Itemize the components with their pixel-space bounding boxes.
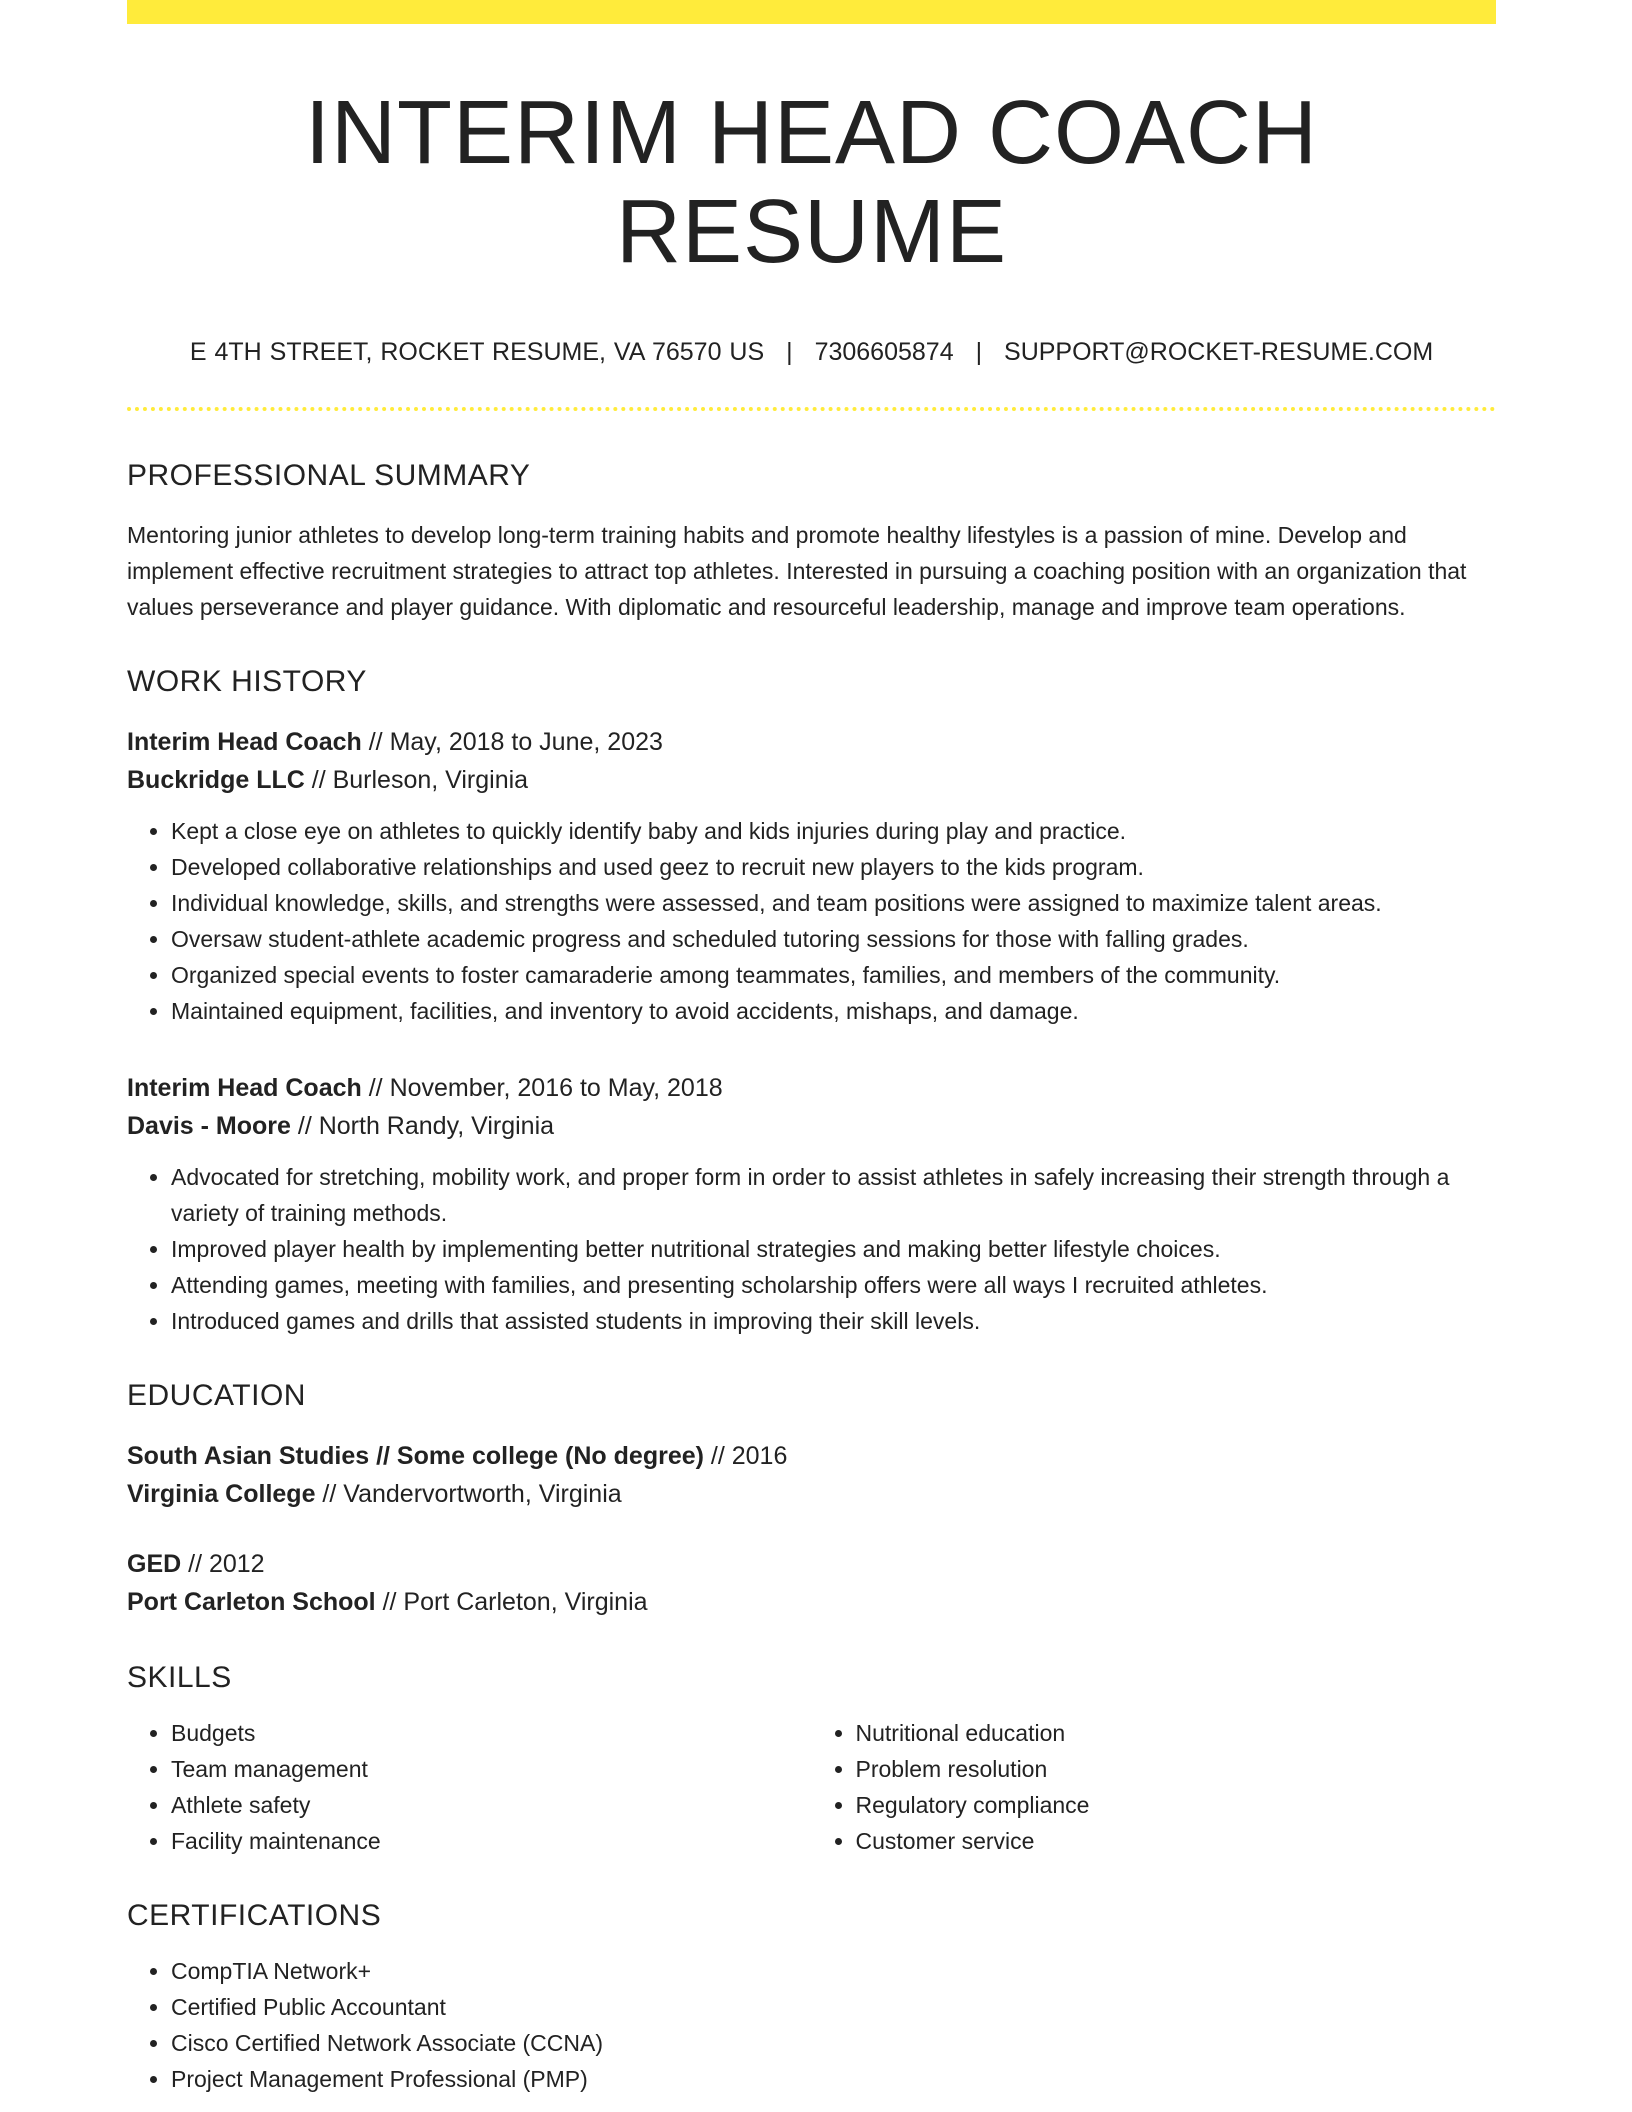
company-line	[127, 761, 1496, 799]
company-line	[127, 1107, 1496, 1145]
certifications-section	[127, 1899, 1496, 2097]
company-location: // Burleson, Virginia	[304, 766, 529, 794]
accent-bar	[127, 0, 1496, 24]
degree-name: South Asian Studies // Some college (No degree)	[127, 1442, 704, 1470]
page-title: INTERIM HEAD COACH RESUME	[304, 83, 1319, 282]
contact-address: E 4TH STREET, ROCKET RESUME, VA 76570 US	[189, 338, 765, 366]
contact-email: SUPPORT@ROCKET-RESUME.COM	[1004, 338, 1434, 366]
job-dates: // May, 2018 to June, 2023	[361, 728, 663, 756]
job-bullet: • Improved player health by implementing better nutritional strategies and making better lifestyle choices.	[171, 1231, 1496, 1267]
job-title: Interim Head Coach	[127, 1074, 362, 1102]
job-bullets	[127, 1159, 1496, 1339]
skill-item: • Athlete safety	[171, 1787, 812, 1823]
education-entry	[127, 1437, 1496, 1513]
job-title-line	[127, 1069, 1496, 1107]
summary-text: Mentoring junior athletes to develop long-term training habits and promote healthy lifestyles is a passion of mine. Develop and implement effective recruitment strategies to attract top athletes. Interested in pursuing a coaching position with an organization that values perseverance and player guidance. With diplomatic and resourceful leadership, manage and improve team operations.	[127, 522, 1467, 620]
degree-year: // 2016	[703, 1442, 788, 1470]
degree-name: GED	[127, 1550, 182, 1578]
school-line	[127, 1583, 1496, 1621]
dotted-divider	[127, 407, 1496, 411]
job-bullet: • Attending games, meeting with families, and presenting scholarship offers were all ways I recruited athletes.	[171, 1267, 1496, 1303]
skills-section	[127, 1661, 1496, 1859]
school-name: Virginia College	[127, 1480, 316, 1508]
education-entry	[127, 1545, 1496, 1621]
company-name: Davis - Moore	[127, 1112, 291, 1140]
contact-separator: |	[975, 338, 983, 366]
certification-item: • Cisco Certified Network Associate (CCNA)	[171, 2025, 1496, 2061]
job-bullets	[127, 813, 1496, 1029]
summary-section	[127, 459, 1496, 625]
resume-page	[127, 0, 1496, 2097]
degree-line	[127, 1437, 1496, 1475]
skills-list-left	[127, 1715, 812, 1859]
job-title-line	[127, 723, 1496, 761]
certifications-list	[127, 1953, 1496, 2097]
skill-item: • Nutritional education	[856, 1715, 1497, 1751]
certification-item: • Certified Public Accountant	[171, 1989, 1496, 2025]
job-bullet: • Individual knowledge, skills, and strengths were assessed, and team positions were assigned to maximize talent areas.	[171, 885, 1496, 921]
job-bullet: • Maintained equipment, facilities, and inventory to avoid accidents, mishaps, and damage.	[171, 993, 1496, 1029]
skill-item: • Facility maintenance	[171, 1823, 812, 1859]
skills-list-right	[812, 1715, 1497, 1859]
certification-item: • CompTIA Network+	[171, 1953, 1496, 1989]
job-bullet: • Oversaw student-athlete academic progress and scheduled tutoring sessions for those with falling grades.	[171, 921, 1496, 957]
certification-item: • Project Management Professional (PMP)	[171, 2061, 1496, 2097]
summary-heading: PROFESSIONAL SUMMARY	[127, 459, 531, 492]
skill-item: • Customer service	[856, 1823, 1497, 1859]
degree-line	[127, 1545, 1496, 1583]
skill-item: • Regulatory compliance	[856, 1787, 1497, 1823]
certifications-heading: CERTIFICATIONS	[127, 1899, 382, 1932]
job-entry	[127, 723, 1496, 1029]
school-location: // Port Carleton, Virginia	[375, 1588, 648, 1616]
job-title: Interim Head Coach	[127, 728, 362, 756]
work-history-heading: WORK HISTORY	[127, 665, 367, 698]
school-name: Port Carleton School	[127, 1588, 376, 1616]
skill-item: • Team management	[171, 1751, 812, 1787]
contact-line	[127, 338, 1496, 367]
education-section	[127, 1379, 1496, 1621]
work-history-section	[127, 665, 1496, 1339]
job-dates: // November, 2016 to May, 2018	[361, 1074, 723, 1102]
education-heading: EDUCATION	[127, 1379, 306, 1412]
school-line	[127, 1475, 1496, 1513]
contact-separator: |	[786, 338, 793, 366]
job-entry	[127, 1069, 1496, 1339]
job-bullet: • Introduced games and drills that assisted students in improving their skill levels.	[171, 1303, 1496, 1339]
company-location: // North Randy, Virginia	[290, 1112, 555, 1140]
job-bullet: • Organized special events to foster camaraderie among teammates, families, and members of the community.	[171, 957, 1496, 993]
company-name: Buckridge LLC	[127, 766, 305, 794]
contact-phone: 7306605874	[814, 338, 954, 366]
skills-heading: SKILLS	[127, 1661, 232, 1694]
school-location: // Vandervortworth, Virginia	[315, 1480, 622, 1508]
skills-columns	[127, 1715, 1496, 1859]
job-bullet: • Advocated for stretching, mobility work, and proper form in order to assist athletes in safely increasing their strength through a variety of training methods.	[171, 1159, 1496, 1231]
job-bullet: • Kept a close eye on athletes to quickly identify baby and kids injuries during play and practice.	[171, 813, 1496, 849]
skill-item: • Problem resolution	[856, 1751, 1497, 1787]
degree-year: // 2012	[181, 1550, 265, 1578]
skill-item: • Budgets	[171, 1715, 812, 1751]
job-bullet: • Developed collaborative relationships and used geez to recruit new players to the kids program.	[171, 849, 1496, 885]
